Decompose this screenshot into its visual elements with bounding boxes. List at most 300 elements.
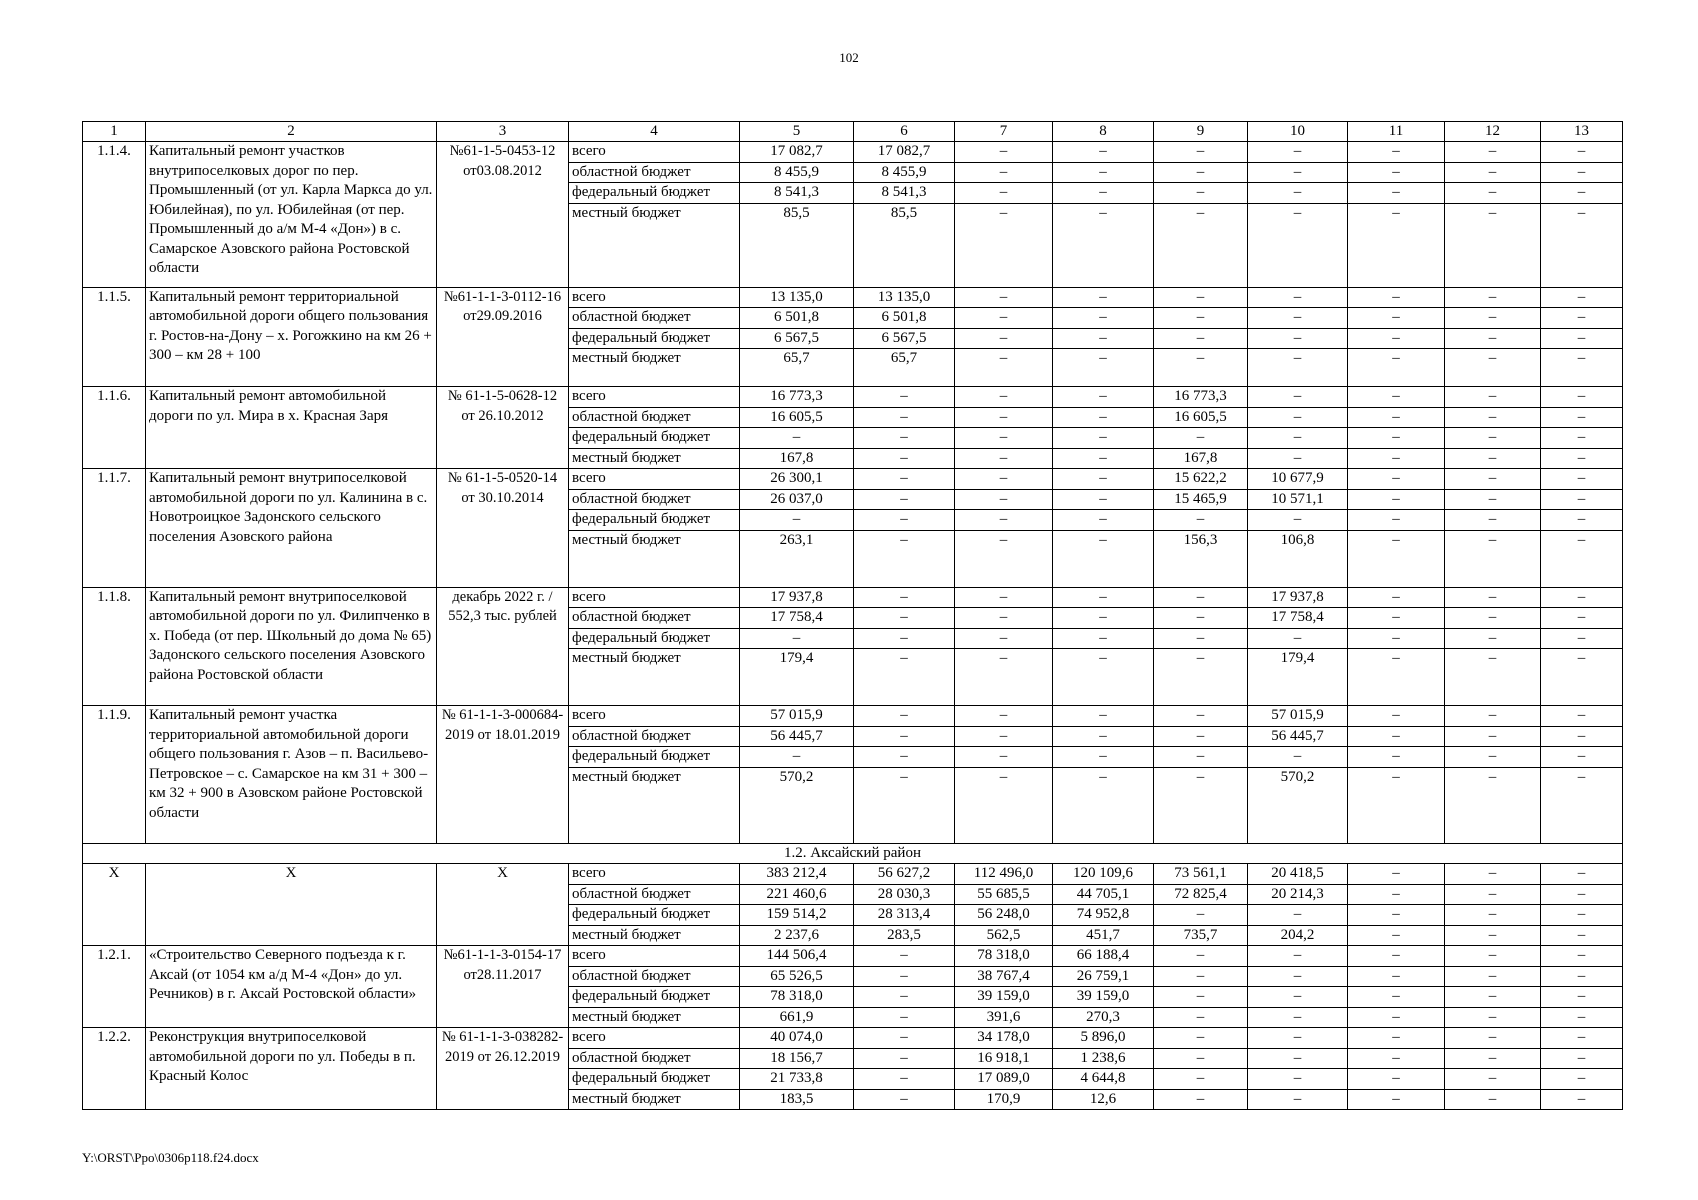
value-cell: 8 541,3 (740, 183, 854, 204)
funding-source: местный бюджет (569, 448, 740, 469)
funding-source: областной бюджет (569, 489, 740, 510)
funding-source: местный бюджет (569, 203, 740, 287)
value-cell: – (1348, 203, 1445, 287)
item-number: 1.2.1. (83, 946, 146, 1028)
value-cell: 15 622,2 (1154, 469, 1248, 490)
item-document: №61-1-1-3-0112-16 от29.09.2016 (437, 287, 569, 387)
value-cell: – (1248, 407, 1348, 428)
value-cell: 4 644,8 (1053, 1069, 1154, 1090)
funding-source: областной бюджет (569, 308, 740, 329)
value-cell: – (955, 328, 1053, 349)
column-header: 8 (1053, 122, 1154, 142)
section-x-name: Х (146, 864, 437, 946)
value-cell: – (1053, 706, 1154, 727)
value-cell: – (1445, 328, 1541, 349)
column-header: 13 (1541, 122, 1623, 142)
value-cell: – (1445, 428, 1541, 449)
funding-source: местный бюджет (569, 1089, 740, 1110)
value-cell: – (1445, 587, 1541, 608)
value-cell: – (1541, 925, 1623, 946)
value-cell: – (1053, 530, 1154, 587)
value-cell: 73 561,1 (1154, 864, 1248, 885)
funding-source: местный бюджет (569, 649, 740, 706)
value-cell: – (1445, 747, 1541, 768)
value-cell: – (1445, 510, 1541, 531)
value-cell: – (1445, 203, 1541, 287)
value-cell: 16 605,5 (1154, 407, 1248, 428)
item-document: № 61-1-1-3-038282-2019 от 26.12.2019 (437, 1028, 569, 1110)
value-cell: – (1053, 587, 1154, 608)
value-cell: 65,7 (740, 349, 854, 387)
value-cell: – (854, 767, 955, 843)
value-cell: 44 705,1 (1053, 884, 1154, 905)
value-cell: 5 896,0 (1053, 1028, 1154, 1049)
funding-source: всего (569, 387, 740, 408)
funding-source: всего (569, 864, 740, 885)
value-cell: – (854, 649, 955, 706)
value-cell: – (1445, 1048, 1541, 1069)
value-cell: – (1053, 510, 1154, 531)
file-path-footer: Y:\ORST\Ppo\0306p118.f24.docx (82, 1150, 259, 1165)
value-cell: – (1248, 987, 1348, 1008)
value-cell: – (1248, 1069, 1348, 1090)
value-cell: 6 501,8 (854, 308, 955, 329)
table-row (83, 1028, 1623, 1049)
column-header: 7 (955, 122, 1053, 142)
funding-source: федеральный бюджет (569, 1069, 740, 1090)
value-cell: – (955, 203, 1053, 287)
value-cell: – (1154, 349, 1248, 387)
value-cell: – (854, 608, 955, 629)
table-row (83, 706, 1623, 727)
column-header-row (83, 122, 1623, 142)
value-cell: – (854, 489, 955, 510)
value-cell: 17 937,8 (740, 587, 854, 608)
value-cell: 38 767,4 (955, 966, 1053, 987)
value-cell: 66 188,4 (1053, 946, 1154, 967)
funding-source: местный бюджет (569, 530, 740, 587)
item-name: «Строительство Северного подъезда к г. Аксай (от 1054 км а/д М-4 «Дон» до ул. Речников) в г. Аксай Ростовской области» (146, 946, 437, 1028)
value-cell: – (1541, 489, 1623, 510)
value-cell: 570,2 (740, 767, 854, 843)
value-cell: 74 952,8 (1053, 905, 1154, 926)
value-cell: 17 082,7 (854, 142, 955, 163)
value-cell: – (1541, 407, 1623, 428)
value-cell: – (1445, 767, 1541, 843)
value-cell: – (854, 1069, 955, 1090)
value-cell: 56 445,7 (740, 726, 854, 747)
value-cell: – (1248, 387, 1348, 408)
value-cell: – (1248, 349, 1348, 387)
table-row (83, 946, 1623, 967)
value-cell: 570,2 (1248, 767, 1348, 843)
value-cell: – (1248, 308, 1348, 329)
value-cell: – (1541, 587, 1623, 608)
value-cell: 179,4 (740, 649, 854, 706)
value-cell: – (1445, 1069, 1541, 1090)
value-cell: – (1248, 747, 1348, 768)
funding-source: местный бюджет (569, 767, 740, 843)
value-cell: 221 460,6 (740, 884, 854, 905)
value-cell: – (1348, 608, 1445, 629)
value-cell: – (1348, 308, 1445, 329)
funding-source: федеральный бюджет (569, 628, 740, 649)
value-cell: – (1541, 162, 1623, 183)
funding-source: федеральный бюджет (569, 987, 740, 1008)
value-cell: – (1445, 628, 1541, 649)
value-cell: – (1348, 726, 1445, 747)
value-cell: – (1445, 608, 1541, 629)
value-cell: – (1445, 349, 1541, 387)
item-document: № 61-1-5-0628-12 от 26.10.2012 (437, 387, 569, 469)
funding-source: местный бюджет (569, 925, 740, 946)
value-cell: 204,2 (1248, 925, 1348, 946)
value-cell: 12,6 (1053, 1089, 1154, 1110)
value-cell: – (1541, 530, 1623, 587)
value-cell: – (955, 628, 1053, 649)
value-cell: – (1154, 628, 1248, 649)
value-cell: 383 212,4 (740, 864, 854, 885)
value-cell: – (1541, 510, 1623, 531)
value-cell: – (1445, 706, 1541, 727)
section-x-doc: Х (437, 864, 569, 946)
section-x-num: Х (83, 864, 146, 946)
value-cell: 28 030,3 (854, 884, 955, 905)
value-cell: 16 773,3 (1154, 387, 1248, 408)
value-cell: 65,7 (854, 349, 955, 387)
value-cell: – (1445, 1007, 1541, 1028)
value-cell: – (1348, 287, 1445, 308)
value-cell: – (1154, 608, 1248, 629)
value-cell: – (1541, 884, 1623, 905)
value-cell: 13 135,0 (854, 287, 955, 308)
value-cell: – (1053, 349, 1154, 387)
value-cell: – (854, 407, 955, 428)
item-name: Капитальный ремонт территориальной автомобильной дороги общего пользования г. Ростов-на-Дону – х. Рогожкино на км 26 + 300 – км 28 + 100 (146, 287, 437, 387)
value-cell: – (1445, 925, 1541, 946)
value-cell: – (1445, 649, 1541, 706)
funding-source: областной бюджет (569, 407, 740, 428)
value-cell: 17 758,4 (1248, 608, 1348, 629)
value-cell: – (1541, 767, 1623, 843)
value-cell: – (1154, 162, 1248, 183)
value-cell: – (1248, 966, 1348, 987)
value-cell: – (1541, 1028, 1623, 1049)
budget-table (82, 121, 1623, 1110)
value-cell: – (1053, 162, 1154, 183)
value-cell: – (1541, 287, 1623, 308)
item-number: 1.1.9. (83, 706, 146, 844)
value-cell: – (1154, 203, 1248, 287)
value-cell: – (1248, 628, 1348, 649)
value-cell: – (1154, 328, 1248, 349)
value-cell: – (1348, 747, 1445, 768)
value-cell: – (854, 448, 955, 469)
value-cell: – (955, 428, 1053, 449)
value-cell: – (1053, 628, 1154, 649)
funding-source: федеральный бюджет (569, 428, 740, 449)
value-cell: 735,7 (1154, 925, 1248, 946)
value-cell: 106,8 (1248, 530, 1348, 587)
item-number: 1.1.6. (83, 387, 146, 469)
value-cell: – (1053, 407, 1154, 428)
value-cell: – (854, 428, 955, 449)
value-cell: – (1053, 203, 1154, 287)
value-cell: 1 238,6 (1053, 1048, 1154, 1069)
value-cell: 17 089,0 (955, 1069, 1053, 1090)
value-cell: 270,3 (1053, 1007, 1154, 1028)
value-cell: – (1053, 767, 1154, 843)
value-cell: – (1053, 649, 1154, 706)
funding-source: всего (569, 587, 740, 608)
value-cell: – (1348, 469, 1445, 490)
value-cell: – (1541, 706, 1623, 727)
value-cell: – (1248, 203, 1348, 287)
value-cell: – (1445, 946, 1541, 967)
value-cell: – (1445, 489, 1541, 510)
item-document: №61-1-1-3-0154-17 от28.11.2017 (437, 946, 569, 1028)
value-cell: – (955, 287, 1053, 308)
value-cell: 170,9 (955, 1089, 1053, 1110)
value-cell: 8 541,3 (854, 183, 955, 204)
value-cell: – (955, 489, 1053, 510)
value-cell: – (1248, 287, 1348, 308)
value-cell: – (1154, 946, 1248, 967)
value-cell: – (1348, 387, 1445, 408)
value-cell: – (1541, 608, 1623, 629)
funding-source: местный бюджет (569, 349, 740, 387)
item-document: №61-1-5-0453-12 от03.08.2012 (437, 142, 569, 288)
value-cell: – (1053, 489, 1154, 510)
value-cell: – (1541, 649, 1623, 706)
value-cell: – (1541, 726, 1623, 747)
value-cell: 16 918,1 (955, 1048, 1053, 1069)
value-cell: 283,5 (854, 925, 955, 946)
value-cell: 40 074,0 (740, 1028, 854, 1049)
table-body (83, 122, 1623, 1110)
value-cell: – (1248, 162, 1348, 183)
value-cell: 451,7 (1053, 925, 1154, 946)
value-cell: – (1445, 308, 1541, 329)
funding-source: всего (569, 287, 740, 308)
value-cell: – (1154, 1007, 1248, 1028)
value-cell: – (1248, 1048, 1348, 1069)
value-cell: – (1053, 448, 1154, 469)
table-row (83, 142, 1623, 163)
value-cell: – (1541, 747, 1623, 768)
value-cell: – (1541, 1048, 1623, 1069)
value-cell: 39 159,0 (955, 987, 1053, 1008)
value-cell: 13 135,0 (740, 287, 854, 308)
value-cell: – (1541, 142, 1623, 163)
value-cell: – (1248, 328, 1348, 349)
column-header: 11 (1348, 122, 1445, 142)
value-cell: 6 501,8 (740, 308, 854, 329)
value-cell: 26 759,1 (1053, 966, 1154, 987)
column-header: 10 (1248, 122, 1348, 142)
value-cell: – (1154, 183, 1248, 204)
value-cell: 16 773,3 (740, 387, 854, 408)
value-cell: – (955, 142, 1053, 163)
value-cell: – (1348, 884, 1445, 905)
value-cell: – (854, 1028, 955, 1049)
value-cell: – (1154, 1069, 1248, 1090)
funding-source: областной бюджет (569, 608, 740, 629)
value-cell: – (1445, 726, 1541, 747)
value-cell: – (1248, 1089, 1348, 1110)
table-row (83, 587, 1623, 608)
item-document: № 61-1-1-3-000684-2019 от 18.01.2019 (437, 706, 569, 844)
value-cell: – (1154, 142, 1248, 163)
item-number: 1.1.7. (83, 469, 146, 588)
value-cell: – (1541, 987, 1623, 1008)
item-document: декабрь 2022 г. / 552,3 тыс. рублей (437, 587, 569, 706)
column-header: 9 (1154, 122, 1248, 142)
value-cell: – (854, 387, 955, 408)
value-cell: 57 015,9 (1248, 706, 1348, 727)
value-cell: – (1348, 1069, 1445, 1090)
value-cell: – (1348, 162, 1445, 183)
funding-source: всего (569, 706, 740, 727)
value-cell: – (1248, 1028, 1348, 1049)
value-cell: – (955, 747, 1053, 768)
value-cell: – (955, 407, 1053, 428)
value-cell: – (854, 1007, 955, 1028)
value-cell: – (854, 706, 955, 727)
value-cell: – (955, 308, 1053, 329)
item-name: Капитальный ремонт внутрипоселковой автомобильной дороги по ул. Калинина в с. Новотроицкое Задонского сельского поселения Азовского района (146, 469, 437, 588)
column-header: 6 (854, 122, 955, 142)
value-cell: – (854, 587, 955, 608)
column-header: 2 (146, 122, 437, 142)
value-cell: – (955, 608, 1053, 629)
value-cell: – (1348, 925, 1445, 946)
value-cell: – (1348, 183, 1445, 204)
value-cell: – (1445, 864, 1541, 885)
value-cell: 10 677,9 (1248, 469, 1348, 490)
table-row (83, 287, 1623, 308)
value-cell: – (1541, 1089, 1623, 1110)
value-cell: 179,4 (1248, 649, 1348, 706)
value-cell: – (955, 587, 1053, 608)
value-cell: 156,3 (1154, 530, 1248, 587)
funding-source: федеральный бюджет (569, 747, 740, 768)
value-cell: – (955, 530, 1053, 587)
value-cell: 120 109,6 (1053, 864, 1154, 885)
value-cell: – (955, 510, 1053, 531)
funding-source: областной бюджет (569, 884, 740, 905)
value-cell: – (1053, 328, 1154, 349)
value-cell: – (1348, 328, 1445, 349)
value-cell: 78 318,0 (955, 946, 1053, 967)
value-cell: – (1541, 387, 1623, 408)
value-cell: – (1154, 1089, 1248, 1110)
table-row (83, 469, 1623, 490)
value-cell: – (1348, 489, 1445, 510)
value-cell: – (1445, 407, 1541, 428)
column-header: 1 (83, 122, 146, 142)
value-cell: – (1053, 387, 1154, 408)
value-cell: – (1348, 1048, 1445, 1069)
funding-source: всего (569, 1028, 740, 1049)
value-cell: – (1248, 905, 1348, 926)
value-cell: – (1248, 428, 1348, 449)
value-cell: – (1154, 510, 1248, 531)
value-cell: – (1445, 884, 1541, 905)
value-cell: – (1053, 308, 1154, 329)
value-cell: – (740, 747, 854, 768)
value-cell: – (1445, 1089, 1541, 1110)
value-cell: 10 571,1 (1248, 489, 1348, 510)
value-cell: – (1248, 142, 1348, 163)
value-cell: – (1348, 628, 1445, 649)
value-cell: – (1445, 530, 1541, 587)
value-cell: 65 526,5 (740, 966, 854, 987)
column-header: 12 (1445, 122, 1541, 142)
value-cell: – (1154, 706, 1248, 727)
value-cell: – (1541, 349, 1623, 387)
value-cell: – (1445, 183, 1541, 204)
value-cell: – (1541, 1007, 1623, 1028)
value-cell: 85,5 (740, 203, 854, 287)
value-cell: 21 733,8 (740, 1069, 854, 1090)
value-cell: – (1348, 530, 1445, 587)
value-cell: – (1154, 1028, 1248, 1049)
value-cell: – (1541, 328, 1623, 349)
value-cell: – (955, 162, 1053, 183)
funding-source: федеральный бюджет (569, 183, 740, 204)
item-name: Капитальный ремонт автомобильной дороги по ул. Мира в х. Красная Заря (146, 387, 437, 469)
value-cell: – (1541, 946, 1623, 967)
value-cell: – (740, 510, 854, 531)
value-cell: – (1445, 387, 1541, 408)
value-cell: 8 455,9 (740, 162, 854, 183)
value-cell: – (854, 747, 955, 768)
column-header: 3 (437, 122, 569, 142)
value-cell: – (1154, 308, 1248, 329)
value-cell: – (955, 649, 1053, 706)
value-cell: – (1348, 1007, 1445, 1028)
value-cell: – (1248, 510, 1348, 531)
funding-source: областной бюджет (569, 966, 740, 987)
value-cell: 17 937,8 (1248, 587, 1348, 608)
item-number: 1.1.8. (83, 587, 146, 706)
value-cell: 167,8 (1154, 448, 1248, 469)
value-cell: – (1348, 407, 1445, 428)
value-cell: 112 496,0 (955, 864, 1053, 885)
page-number: 102 (839, 50, 859, 65)
value-cell: – (1154, 747, 1248, 768)
value-cell: – (1348, 428, 1445, 449)
value-cell: – (1445, 162, 1541, 183)
value-cell: 18 156,7 (740, 1048, 854, 1069)
value-cell: 56 445,7 (1248, 726, 1348, 747)
value-cell: – (1541, 448, 1623, 469)
value-cell: – (1348, 987, 1445, 1008)
value-cell: – (1445, 469, 1541, 490)
item-number: 1.1.5. (83, 287, 146, 387)
value-cell: 20 418,5 (1248, 864, 1348, 885)
value-cell: 56 627,2 (854, 864, 955, 885)
value-cell: – (1154, 287, 1248, 308)
funding-source: всего (569, 946, 740, 967)
value-cell: – (1541, 1069, 1623, 1090)
value-cell: – (1053, 726, 1154, 747)
value-cell: – (1348, 510, 1445, 531)
value-cell: 85,5 (854, 203, 955, 287)
value-cell: 6 567,5 (854, 328, 955, 349)
funding-source: федеральный бюджет (569, 510, 740, 531)
